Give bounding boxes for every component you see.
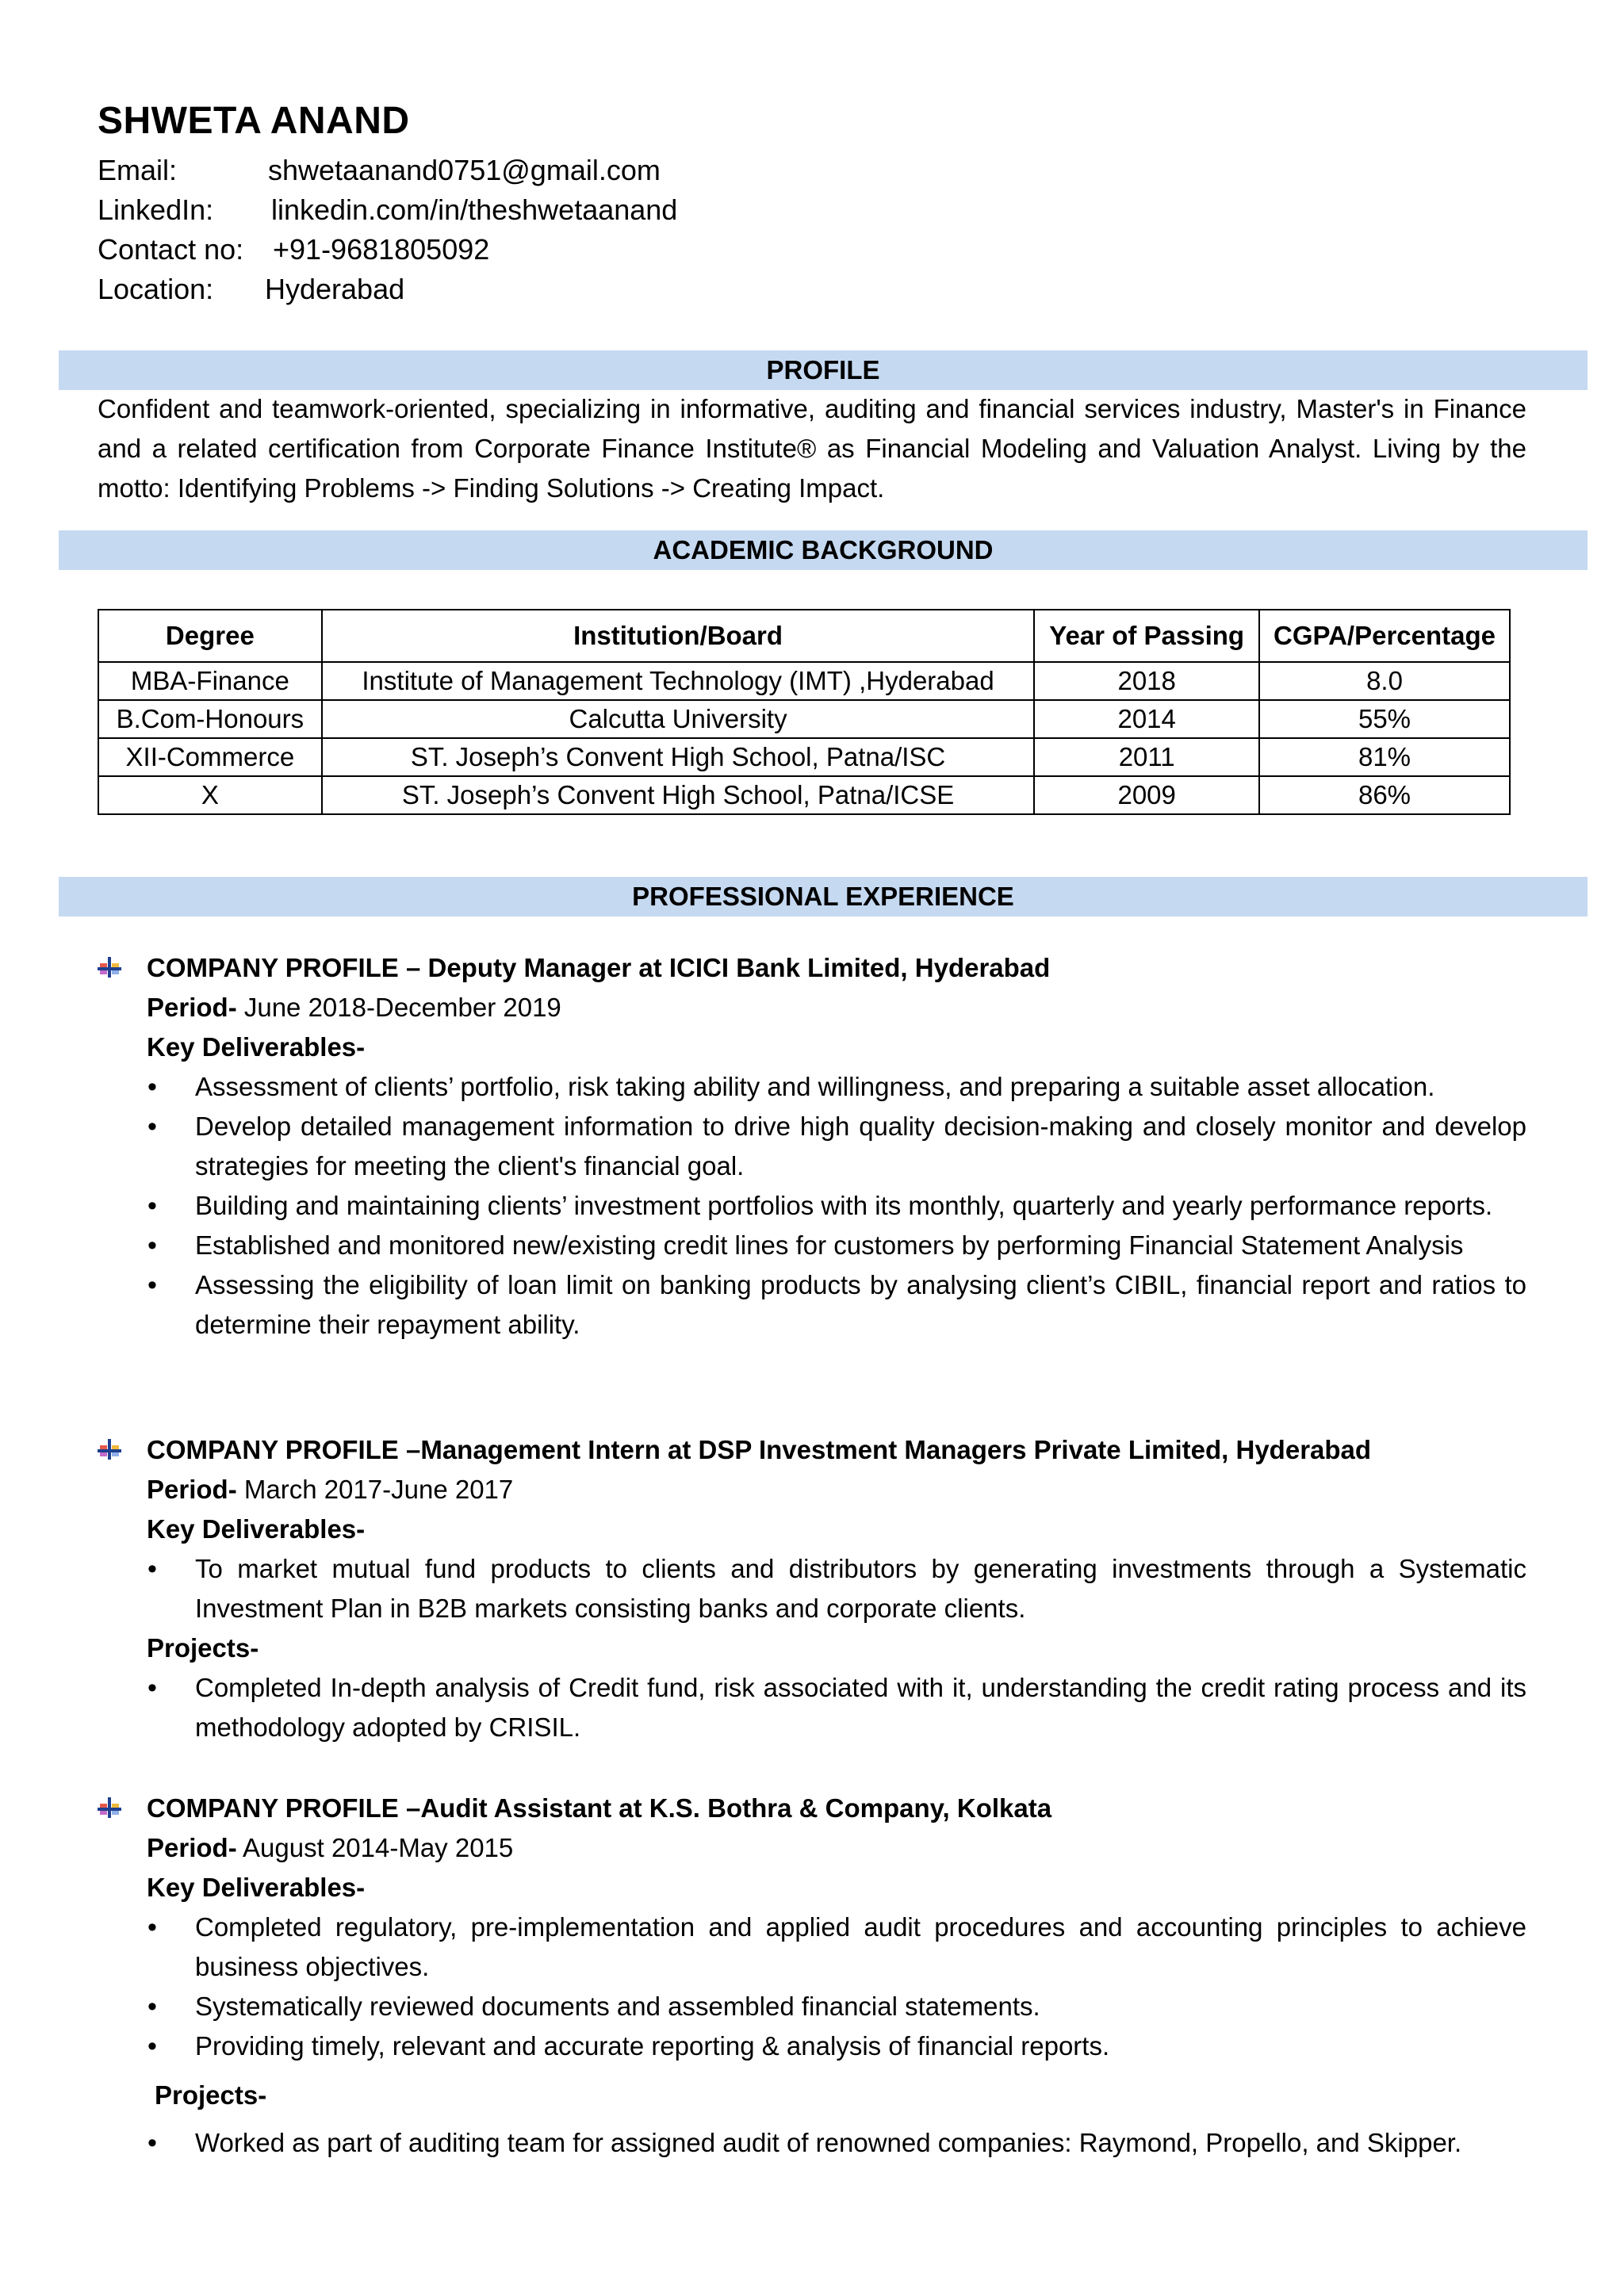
list-item: • Assessment of clients’ portfolio, risk taking ability and willingness, and preparing a suitable asset allocation. xyxy=(195,1067,1526,1107)
score-cell: 55% xyxy=(1259,700,1510,738)
location-value: Hyderabad xyxy=(265,273,405,305)
academic-table xyxy=(98,609,1511,815)
key-deliverables-label: Key Deliverables- xyxy=(147,1873,366,1902)
institution-cell: Institute of Management Technology (IMT) ,Hyderabad xyxy=(322,662,1035,700)
candidate-name: SHWETA ANAND xyxy=(98,100,410,142)
projects-list xyxy=(98,2123,1526,2163)
job-entry-icici xyxy=(98,948,1526,1345)
deliverables-list xyxy=(98,1908,1526,2066)
score-column-header: CGPA/Percentage xyxy=(1259,610,1510,662)
degree-cell: X xyxy=(98,776,322,814)
job-title-row xyxy=(98,948,1526,988)
list-item: • Worked as part of auditing team for assigned audit of renowned companies: Raymond, Propello, and Skipper. xyxy=(195,2123,1526,2163)
job-title-row xyxy=(98,1789,1526,1828)
job-title-text: COMPANY PROFILE –Management Intern at DSP Investment Managers Private Limited, Hyderabad xyxy=(147,1435,1372,1464)
score-cell: 86% xyxy=(1259,776,1510,814)
experience-section-heading: PROFESSIONAL EXPERIENCE xyxy=(59,877,1588,916)
deliverables-list xyxy=(98,1067,1526,1345)
institution-cell: ST. Joseph’s Convent High School, Patna/ICSE xyxy=(322,776,1035,814)
list-item: • Develop detailed management information to drive high quality decision-making and closely monitor and develop strategies for meeting the client's financial goal. xyxy=(195,1107,1526,1186)
degree-cell: B.Com-Honours xyxy=(98,700,322,738)
phone-value: +91-9681805092 xyxy=(273,233,490,266)
job-title-row xyxy=(98,1430,1526,1470)
contact-email-row xyxy=(98,151,677,190)
arrow-bullet-icon xyxy=(98,957,121,978)
academic-table-header-row xyxy=(98,610,1510,662)
linkedin-value: linkedin.com/in/theshwetaanand xyxy=(271,193,678,226)
academic-section-heading: ACADEMIC BACKGROUND xyxy=(59,530,1588,570)
list-item: • Systematically reviewed documents and assembled financial statements. xyxy=(195,1987,1526,2026)
list-item: • Completed In-depth analysis of Credit fund, risk associated with it, understanding the credit rating process and its methodology adopted by CRISIL. xyxy=(195,1668,1526,1747)
table-row xyxy=(98,776,1510,814)
job-entry-dsp xyxy=(98,1430,1526,1747)
key-deliverables-label: Key Deliverables- xyxy=(147,1032,366,1062)
period-label: Period- xyxy=(147,993,237,1022)
period-value: August 2014-May 2015 xyxy=(236,1833,514,1862)
year-cell: 2009 xyxy=(1034,776,1259,814)
year-cell: 2011 xyxy=(1034,738,1259,776)
arrow-bullet-icon xyxy=(98,1439,121,1460)
job-period xyxy=(98,988,1526,1027)
profile-section-heading: PROFILE xyxy=(59,350,1588,390)
contact-block xyxy=(98,151,677,309)
list-item: • Providing timely, relevant and accurate reporting & analysis of financial reports. xyxy=(195,2026,1526,2066)
institution-column-header: Institution/Board xyxy=(322,610,1035,662)
linkedin-label: LinkedIn: xyxy=(98,193,214,226)
period-value: March 2017-June 2017 xyxy=(236,1475,514,1504)
projects-label: Projects- xyxy=(147,1633,259,1663)
list-item: • To market mutual fund products to clients and distributors by generating investments through a Systematic Investment Plan in B2B markets consisting banks and corporate clients. xyxy=(195,1549,1526,1628)
job-title-text: COMPANY PROFILE –Audit Assistant at K.S. Bothra & Company, Kolkata xyxy=(147,1793,1052,1823)
job-title-text: COMPANY PROFILE – Deputy Manager at ICICI Bank Limited, Hyderabad xyxy=(147,953,1051,982)
arrow-bullet-icon xyxy=(98,1797,121,1818)
degree-cell: MBA-Finance xyxy=(98,662,322,700)
contact-linkedin-row xyxy=(98,190,677,230)
degree-column-header: Degree xyxy=(98,610,322,662)
institution-cell: Calcutta University xyxy=(322,700,1035,738)
degree-cell: XII-Commerce xyxy=(98,738,322,776)
year-cell: 2018 xyxy=(1034,662,1259,700)
score-cell: 81% xyxy=(1259,738,1510,776)
email-value: shwetaanand0751@gmail.com xyxy=(268,154,661,186)
score-cell: 8.0 xyxy=(1259,662,1510,700)
email-label: Email: xyxy=(98,154,178,186)
contact-phone-row xyxy=(98,230,677,270)
institution-cell: ST. Joseph’s Convent High School, Patna/ISC xyxy=(322,738,1035,776)
deliverables-list xyxy=(98,1549,1526,1628)
period-label: Period- xyxy=(147,1833,237,1862)
job-entry-ksbothra xyxy=(98,1789,1526,2163)
key-deliverables-label: Key Deliverables- xyxy=(147,1514,366,1544)
phone-label: Contact no: xyxy=(98,233,244,266)
contact-location-row xyxy=(98,270,677,309)
table-row xyxy=(98,738,1510,776)
list-item: • Completed regulatory, pre-implementation and applied audit procedures and accounting principles to achieve business objectives. xyxy=(195,1908,1526,1987)
projects-label: Projects- xyxy=(155,2080,267,2110)
year-cell: 2014 xyxy=(1034,700,1259,738)
period-value: June 2018-December 2019 xyxy=(236,993,561,1022)
year-column-header: Year of Passing xyxy=(1034,610,1259,662)
job-period xyxy=(98,1470,1526,1510)
job-period xyxy=(98,1828,1526,1868)
list-item: • Building and maintaining clients’ investment portfolios with its monthly, quarterly and yearly performance reports. xyxy=(195,1186,1526,1226)
list-item: • Established and monitored new/existing credit lines for customers by performing Financial Statement Analysis xyxy=(195,1226,1526,1265)
location-label: Location: xyxy=(98,273,214,305)
period-label: Period- xyxy=(147,1475,237,1504)
table-row xyxy=(98,662,1510,700)
projects-list xyxy=(98,1668,1526,1747)
list-item: • Assessing the eligibility of loan limit on banking products by analysing client’s CIBIL, financial report and ratios to determine their repayment ability. xyxy=(195,1265,1526,1345)
profile-summary: Confident and teamwork-oriented, specializing in informative, auditing and financial services industry, Master's in Finance and a related certification from Corporate Finance Institute® as Financial Modeling and Valuation Analyst. Living by the motto: Identifying Problems -> Finding Solutions -> Creating Impact. xyxy=(98,394,1526,503)
table-row xyxy=(98,700,1510,738)
